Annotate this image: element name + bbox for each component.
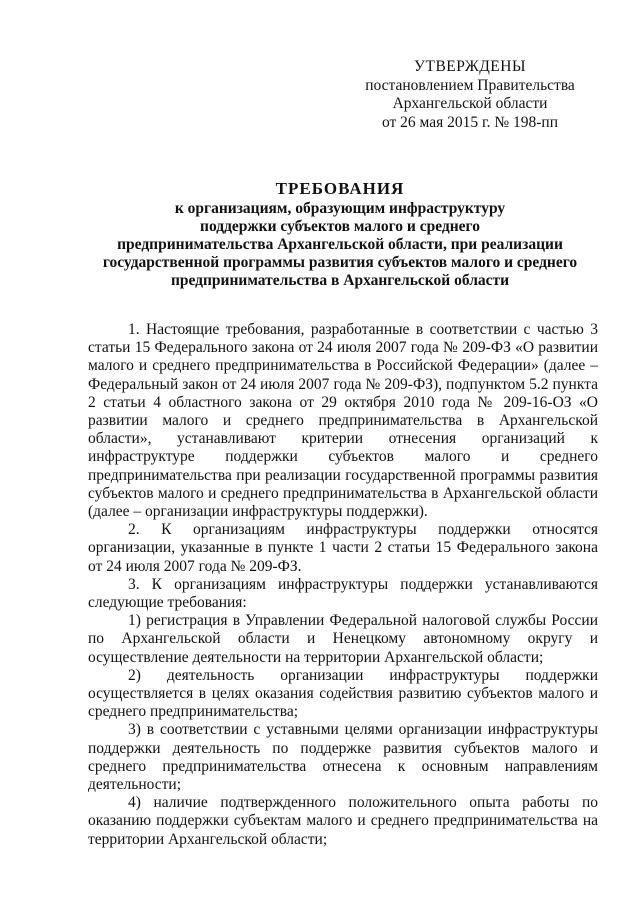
approval-line-2: Архангельской области [392,95,548,112]
document-title-block [80,180,600,290]
approval-line-1: постановлением Правительства [365,76,575,94]
requirement-1: 1) регистрация в Управлении Федеральной налоговой службы России по Архангельской области и Ненецкому автономному округу и осуществление деятельности на территории Архангельской области; [88,612,598,666]
requirement-2: 2) деятельность организации инфраструктуры поддержки осуществляется в целях оказания содействия развитию субъектов малого и среднего предпринимательства; [88,666,598,721]
paragraph-1: 1. Настоящие требования, разработанные в соответствии с частью 3 статьи 15 Федерального закона от 24 июля 2007 года № 209-ФЗ «О развитии малого и среднего предпринимательства в Российской Федерации» (далее – Федеральный закон от 24 июля 2007 года № 209-ФЗ), подпунктом 5.2 пункта 2 статьи 4 областного закона от 29 октября 2010 года № 209-16-ОЗ «О развитии малого и среднего предпринимательства в Архангельской области», устанавливают критерии отнесения организаций к инфраструктуре поддержки субъектов малого и среднего предпринимательства при реализации государственной программы развития субъектов малого и среднего предпринимательства в Архангельской области (далее – организации инфраструктуры поддержки). [88,321,598,521]
title-subline-4: государственной программы развития субъектов малого и среднего [102,254,578,271]
approval-stamp-block [340,58,600,132]
title-subline-1: к организациям, образующим инфраструктуру [174,200,506,217]
title-subline-5: предпринимательства в Архангельской области [170,272,510,289]
approval-heading: УТВЕРЖДЕНЫ [414,58,526,75]
title-subline-3: предпринимательства Архангельской области, при реализации [117,236,563,253]
title-subline-2: поддержки субъектов малого и среднего [200,218,480,235]
document-body [88,321,598,849]
document-title: ТРЕБОВАНИЯ [275,179,405,198]
requirement-3: 3) в соответствии с уставными целями организации инфраструктуры поддержки деятельность по поддержке развития субъектов малого и среднего предпринимательства отнесена к основным направлениям деятельности; [88,721,598,794]
approval-line-3: от 26 мая 2015 г. № 198-пп [381,113,559,131]
paragraph-3: 3. К организациям инфраструктуры поддержки устанавливаются следующие требования: [88,575,598,612]
requirement-4: 4) наличие подтвержденного положительного опыта работы по оказанию поддержки субъектам малого и среднего предпринимательства на территории Архангельской области; [88,794,598,848]
paragraph-2: 2. К организациям инфраструктуры поддержки относятся организации, указанные в пункте 1 части 2 статьи 15 Федерального закона от 24 июля 2007 года № 209-ФЗ. [88,521,598,575]
